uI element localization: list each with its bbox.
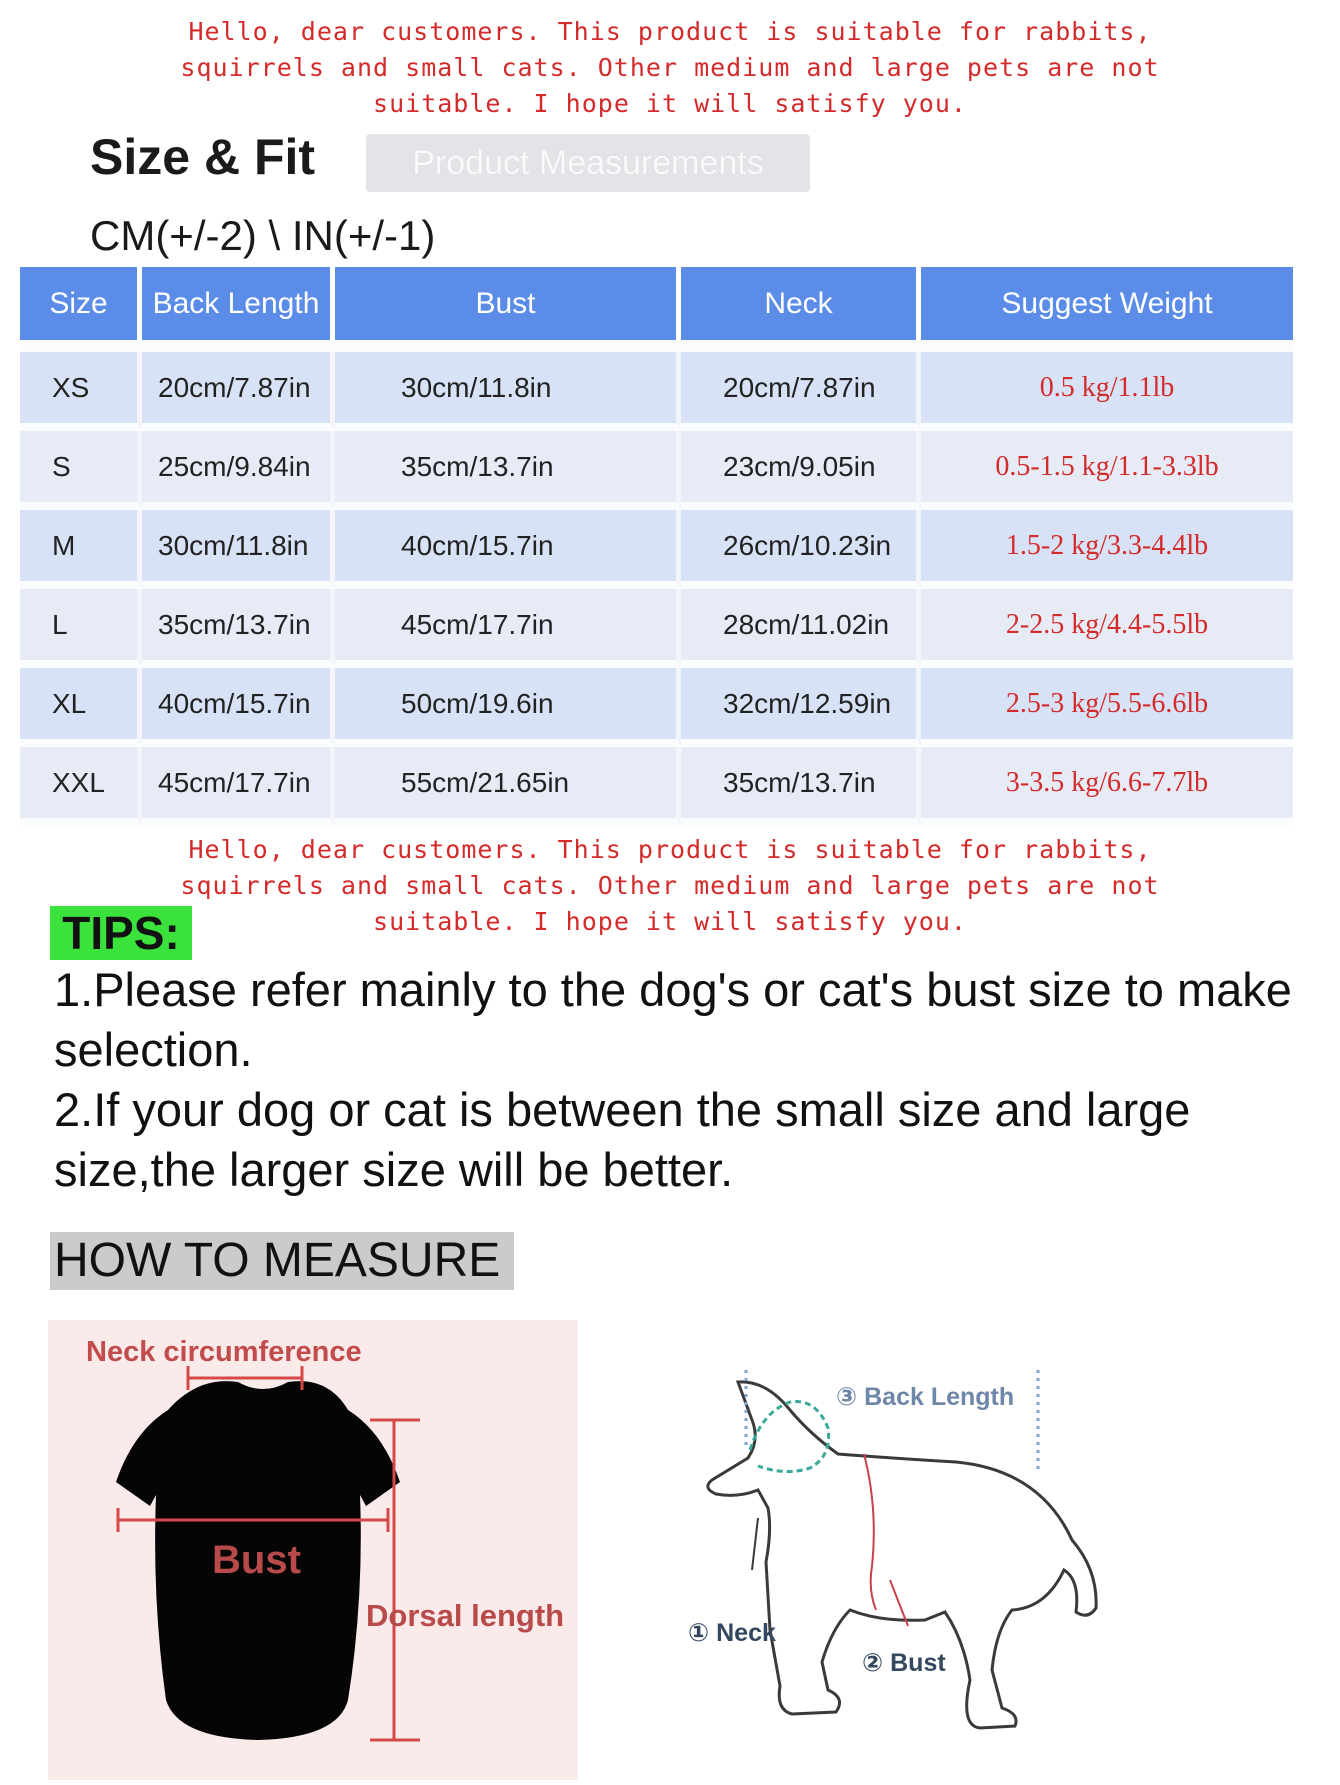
- notice-line: Hello, dear customers. This product is suitable for rabbits,: [188, 17, 1152, 46]
- column-header-bust: Bust: [335, 267, 681, 340]
- cell-suggest-weight: 0.5 kg/1.1lb: [921, 352, 1293, 431]
- cell-bust: 55cm/21.65in: [335, 747, 681, 826]
- tip-item: 1.Please refer mainly to the dog's or cat's bust size to make selection.: [54, 963, 1292, 1076]
- page-title: Size & Fit: [90, 129, 316, 185]
- cell-neck: 20cm/7.87in: [681, 352, 921, 431]
- table-row: [20, 510, 1293, 589]
- how-to-measure-label: HOW TO MEASURE: [50, 1232, 514, 1290]
- cell-bust: 30cm/11.8in: [335, 352, 681, 431]
- cell-size: XS: [20, 352, 142, 431]
- neck-label: ① Neck: [688, 1619, 776, 1647]
- cell-back-length: 45cm/17.7in: [142, 747, 335, 826]
- cell-back-length: 25cm/9.84in: [142, 431, 335, 510]
- tips-label: TIPS:: [50, 906, 192, 960]
- product-measurements-badge: Product Measurements: [366, 134, 810, 192]
- shirt-illustration: [48, 1320, 578, 1780]
- cell-bust: 50cm/19.6in: [335, 668, 681, 747]
- cell-suggest-weight: 2-2.5 kg/4.4-5.5lb: [921, 589, 1293, 668]
- cell-bust: 45cm/17.7in: [335, 589, 681, 668]
- cell-neck: 35cm/13.7in: [681, 747, 921, 826]
- neck-circumference-label: Neck circumference: [86, 1336, 362, 1368]
- notice-line: squirrels and small cats. Other medium and large pets are not: [180, 871, 1160, 900]
- cell-back-length: 20cm/7.87in: [142, 352, 335, 431]
- back-length-label: ③ Back Length: [836, 1383, 1015, 1411]
- dog-bust-label: ② Bust: [862, 1649, 946, 1677]
- table-header-row: [20, 267, 1293, 340]
- table-row: [20, 431, 1293, 510]
- cell-bust: 40cm/15.7in: [335, 510, 681, 589]
- size-table: [20, 267, 1293, 826]
- column-header-suggest-weight: Suggest Weight: [921, 267, 1293, 340]
- column-header-back-length: Back Length: [142, 267, 335, 340]
- bust-measure-ring: [864, 1454, 876, 1610]
- notice-line: Hello, dear customers. This product is suitable for rabbits,: [188, 835, 1152, 864]
- table-row: [20, 352, 1293, 431]
- tips-text: [54, 960, 1294, 1200]
- cell-back-length: 30cm/11.8in: [142, 510, 335, 589]
- cell-size: M: [20, 510, 142, 589]
- cell-neck: 26cm/10.23in: [681, 510, 921, 589]
- cell-back-length: 40cm/15.7in: [142, 668, 335, 747]
- table-row: [20, 668, 1293, 747]
- cell-suggest-weight: 2.5-3 kg/5.5-6.6lb: [921, 668, 1293, 747]
- cell-suggest-weight: 1.5-2 kg/3.3-4.4lb: [921, 510, 1293, 589]
- notice-top: [0, 14, 1340, 122]
- cell-suggest-weight: 0.5-1.5 kg/1.1-3.3lb: [921, 431, 1293, 510]
- cell-size: L: [20, 589, 142, 668]
- notice-middle: [0, 832, 1340, 940]
- column-header-neck: Neck: [681, 267, 921, 340]
- cell-suggest-weight: 3-3.5 kg/6.6-7.7lb: [921, 747, 1293, 826]
- column-header-size: Size: [20, 267, 142, 340]
- dog-measure-diagram: [640, 1330, 1320, 1780]
- cell-neck: 28cm/11.02in: [681, 589, 921, 668]
- notice-line: squirrels and small cats. Other medium and large pets are not: [180, 53, 1160, 82]
- notice-line: suitable. I hope it will satisfy you.: [373, 907, 967, 936]
- notice-line: suitable. I hope it will satisfy you.: [373, 89, 967, 118]
- table-row: [20, 747, 1293, 826]
- tip-item: 2.If your dog or cat is between the small size and large size,the larger size will be better.: [54, 1083, 1191, 1196]
- shirt-measure-diagram: [48, 1320, 578, 1780]
- dorsal-length-label: Dorsal length: [366, 1598, 565, 1633]
- cell-neck: 23cm/9.05in: [681, 431, 921, 510]
- units-note: CM(+/-2) \ IN(+/-1): [90, 212, 436, 259]
- bust-label: Bust: [212, 1538, 301, 1582]
- table-gap: [20, 340, 1293, 352]
- cell-neck: 32cm/12.59in: [681, 668, 921, 747]
- cell-bust: 35cm/13.7in: [335, 431, 681, 510]
- cell-size: XL: [20, 668, 142, 747]
- cell-size: XXL: [20, 747, 142, 826]
- cell-back-length: 35cm/13.7in: [142, 589, 335, 668]
- cell-size: S: [20, 431, 142, 510]
- table-row: [20, 589, 1293, 668]
